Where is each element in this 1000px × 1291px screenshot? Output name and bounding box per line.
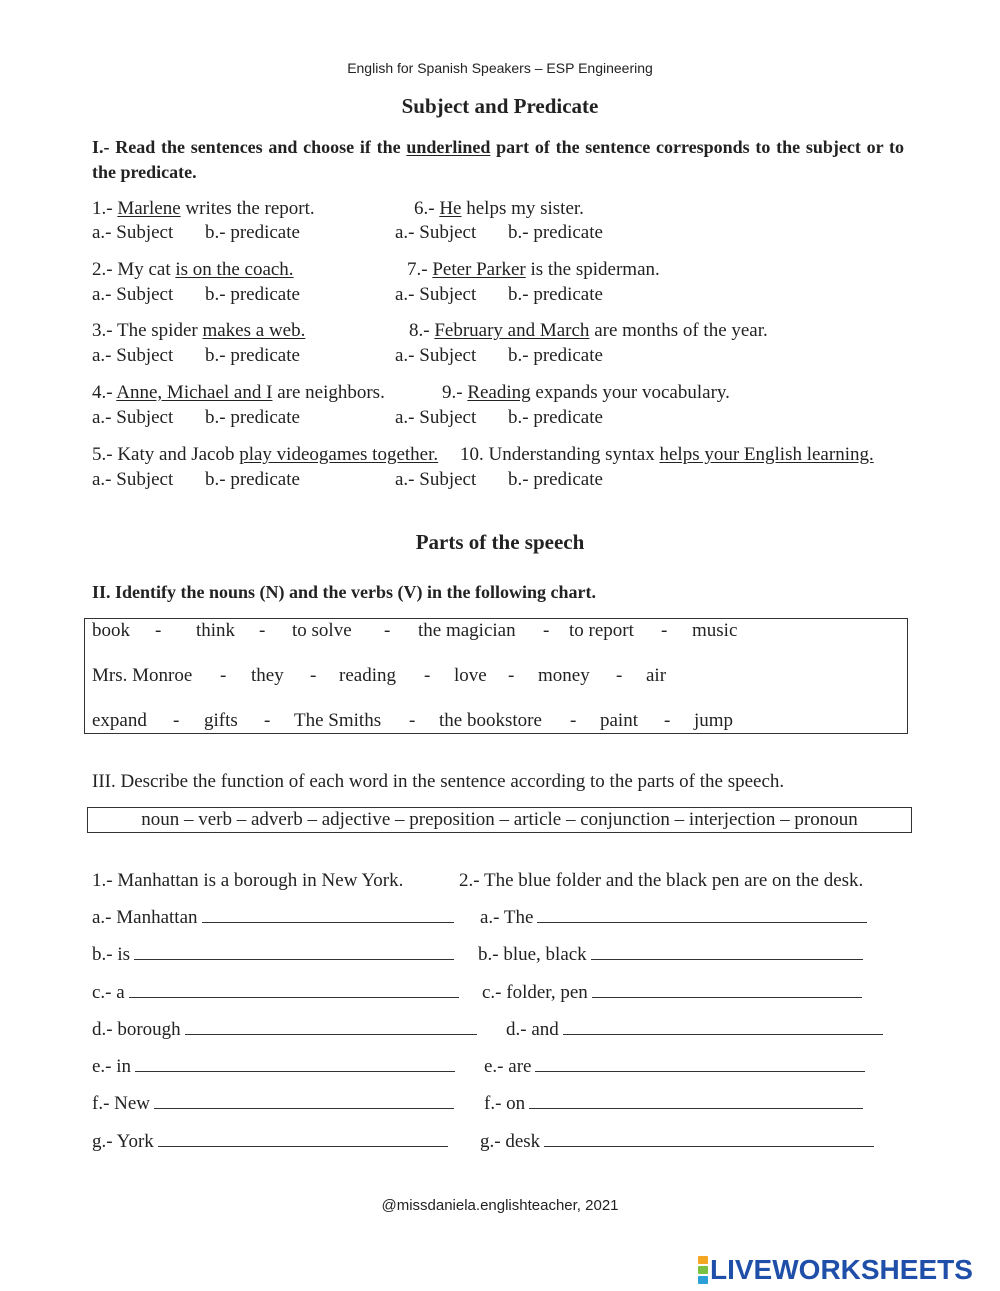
separator: - — [384, 620, 391, 641]
answer-blank[interactable] — [185, 1020, 477, 1035]
answer-row: c.- folder, pen — [482, 982, 862, 1004]
answer-blank[interactable] — [544, 1132, 874, 1147]
answer-row: b.- blue, black — [478, 944, 863, 966]
answer-row: d.- borough — [92, 1019, 477, 1041]
option-predicate[interactable]: b.- predicate — [205, 469, 300, 490]
option-predicate[interactable]: b.- predicate — [205, 407, 300, 428]
separator: - — [409, 710, 416, 731]
option-predicate[interactable]: b.- predicate — [508, 407, 603, 428]
answer-row: f.- on — [484, 1093, 863, 1115]
option-subject[interactable]: a.- Subject — [92, 345, 174, 366]
option-subject[interactable]: a.- Subject — [395, 222, 477, 243]
option-subject[interactable]: a.- Subject — [92, 407, 174, 428]
answer-blank[interactable] — [134, 945, 454, 960]
word-chip[interactable]: music — [692, 620, 738, 641]
answer-row: c.- a — [92, 982, 459, 1004]
separator: - — [310, 665, 317, 686]
section2-title: Parts of the speech — [415, 530, 585, 554]
separator: - — [664, 710, 671, 731]
separator: - — [264, 710, 271, 731]
sentence-10: 10. Understanding syntax helps your English learning. — [460, 444, 874, 465]
section3-instruction: III. Describe the function of each word in the sentence according to the parts of the speech. — [92, 771, 785, 792]
option-predicate[interactable]: b.- predicate — [205, 222, 300, 243]
option-predicate[interactable]: b.- predicate — [508, 345, 603, 366]
page-header: English for Spanish Speakers – ESP Engineering — [347, 60, 653, 76]
option-subject[interactable]: a.- Subject — [395, 284, 477, 305]
option-predicate[interactable]: b.- predicate — [205, 345, 300, 366]
logo-icon — [698, 1256, 708, 1284]
option-predicate[interactable]: b.- predicate — [508, 284, 603, 305]
word-chip[interactable]: jump — [694, 710, 734, 731]
word-bank: noun – verb – adverb – adjective – preposition – article – conjunction – interjection – pronoun — [87, 807, 912, 833]
answer-row: f.- New — [92, 1093, 454, 1115]
word-chip[interactable]: air — [646, 665, 667, 686]
answer-blank[interactable] — [135, 1057, 455, 1072]
sentence-s2: 2.- The blue folder and the black pen are on the desk. — [459, 870, 864, 891]
answer-blank[interactable] — [563, 1020, 883, 1035]
answer-blank[interactable] — [537, 908, 867, 923]
word-chip[interactable]: the bookstore — [439, 710, 542, 731]
word-chip[interactable]: Mrs. Monroe — [92, 665, 193, 686]
answer-row: g.- York — [92, 1131, 448, 1153]
word-chip[interactable]: think — [196, 620, 236, 641]
word-chip[interactable]: money — [538, 665, 590, 686]
answer-row: e.- are — [484, 1056, 865, 1078]
option-predicate[interactable]: b.- predicate — [205, 284, 300, 305]
word-chip[interactable]: love — [454, 665, 487, 686]
answer-blank[interactable] — [158, 1132, 448, 1147]
answer-row: b.- is — [92, 944, 454, 966]
option-subject[interactable]: a.- Subject — [395, 345, 477, 366]
logo-text: LIVEWORKSHEETS — [710, 1254, 973, 1285]
separator: - — [173, 710, 180, 731]
word-chip[interactable]: to report — [569, 620, 634, 641]
option-predicate[interactable]: b.- predicate — [508, 469, 603, 490]
separator: - — [155, 620, 162, 641]
footer-credit: @missdaniela.englishteacher, 2021 — [381, 1197, 619, 1214]
sentence-8: 8.- February and March are months of the year. — [409, 320, 768, 341]
answer-blank[interactable] — [129, 983, 459, 998]
option-subject[interactable]: a.- Subject — [92, 284, 174, 305]
answer-row: d.- and — [506, 1019, 883, 1041]
sentence-7: 7.- Peter Parker is the spiderman. — [407, 259, 660, 280]
separator: - — [259, 620, 266, 641]
word-chip[interactable]: the magician — [418, 620, 516, 641]
answer-row: g.- desk — [480, 1131, 874, 1153]
option-subject[interactable]: a.- Subject — [395, 469, 477, 490]
answer-row: a.- Manhattan — [92, 907, 454, 929]
word-chip[interactable]: gifts — [204, 710, 238, 731]
answer-blank[interactable] — [591, 945, 863, 960]
separator: - — [616, 665, 623, 686]
separator: - — [424, 665, 431, 686]
sentence-5: 5.- Katy and Jacob play videogames together. — [92, 444, 439, 465]
word-chip[interactable]: The Smiths — [294, 710, 382, 731]
sentence-9: 9.- Reading expands your vocabulary. — [442, 382, 730, 403]
word-chip[interactable]: to solve — [292, 620, 352, 641]
sentence-s1: 1.- Manhattan is a borough in New York. — [92, 870, 404, 891]
word-chip[interactable]: paint — [600, 710, 638, 731]
separator: - — [220, 665, 227, 686]
separator: - — [570, 710, 577, 731]
sentence-4: 4.- Anne, Michael and I are neighbors. — [92, 382, 385, 403]
separator: - — [508, 665, 515, 686]
answer-blank[interactable] — [535, 1057, 865, 1072]
answer-blank[interactable] — [202, 908, 454, 923]
separator: - — [661, 620, 668, 641]
sentence-3: 3.- The spider makes a web. — [92, 320, 306, 341]
word-chip[interactable]: they — [251, 665, 284, 686]
section2-instruction: II. Identify the nouns (N) and the verbs (V) in the following chart. — [92, 582, 597, 602]
option-subject[interactable]: a.- Subject — [92, 469, 174, 490]
answer-row: e.- in — [92, 1056, 455, 1078]
sentence-2: 2.- My cat is on the coach. — [92, 259, 294, 280]
word-chip[interactable]: reading — [339, 665, 396, 686]
sentence-1: 1.- Marlene writes the report. — [92, 198, 315, 219]
word-chip[interactable]: book — [92, 620, 130, 641]
section1-instruction: I.- Read the sentences and choose if the underlined part of the sentence corresponds to the subject or to the predicate. — [92, 137, 904, 182]
option-subject[interactable]: a.- Subject — [92, 222, 174, 243]
liveworksheets-logo — [698, 1255, 973, 1285]
option-subject[interactable]: a.- Subject — [395, 407, 477, 428]
answer-blank[interactable] — [592, 983, 862, 998]
word-chip[interactable]: expand — [92, 710, 147, 731]
separator: - — [543, 620, 550, 641]
answer-blank[interactable] — [154, 1094, 454, 1109]
answer-row: a.- The — [480, 907, 867, 929]
sentence-6: 6.- He helps my sister. — [414, 198, 584, 219]
option-predicate[interactable]: b.- predicate — [508, 222, 603, 243]
answer-blank[interactable] — [529, 1094, 863, 1109]
section1-title: Subject and Predicate — [401, 94, 599, 118]
